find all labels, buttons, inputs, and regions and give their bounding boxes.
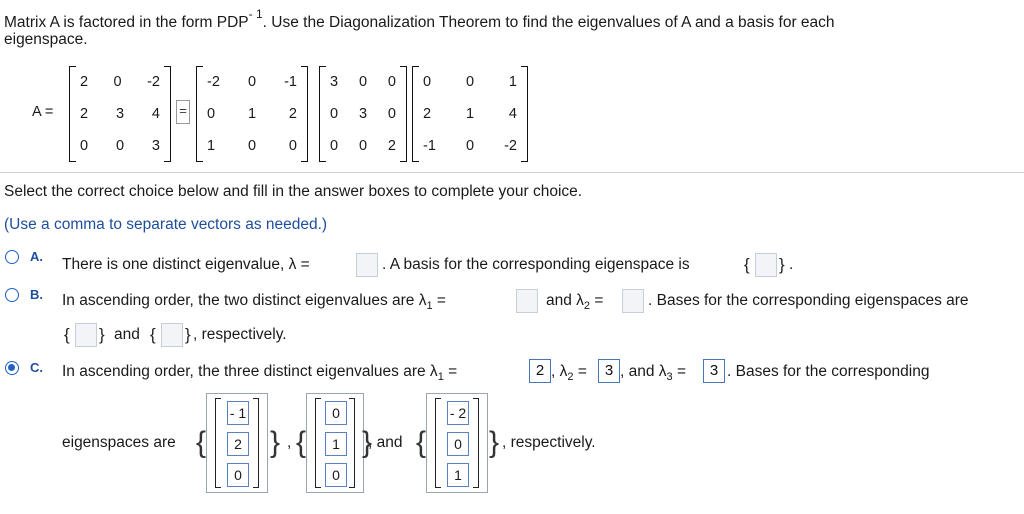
option-b-basis2-input[interactable] (161, 323, 183, 347)
matrix-p-entry: 0 (247, 74, 257, 90)
matrix-p-inverse-entry: 4 (508, 106, 517, 122)
a-label: A = (32, 104, 54, 120)
vec2-right-brace: } (362, 426, 373, 459)
vec1-entry-2[interactable]: 2 (227, 432, 249, 456)
matrix-a-entry: 3 (151, 138, 160, 154)
question-line-1: Matrix A is factored in the form $PDP^{- 1}$. Use the Diagonalization Theorem to find the eigenvalues of A and a basis for each (4, 7, 835, 32)
instruction-select: Select the correct choice below and fill in the answer boxes to complete your choice. (4, 183, 583, 200)
matrix-a-entry: 4 (151, 106, 160, 122)
vec3-entry-2[interactable]: 0 (447, 432, 469, 456)
option-a-eigenvalue-input[interactable] (356, 253, 378, 277)
matrix-p-row-3 (207, 130, 297, 162)
option-c-text-4: . Bases for the corresponding (727, 363, 930, 380)
matrix-d-row-1 (330, 66, 396, 98)
option-c-text-3: , and $\lambda_3$ = (620, 363, 687, 384)
matrix-p-inverse-entry: 0 (465, 74, 475, 90)
matrix-p-inverse-entry: 2 (423, 106, 432, 122)
matrix-d-entry: 0 (330, 106, 339, 122)
vec3-entry-3[interactable]: 1 (447, 463, 469, 487)
option-a-right-brace: } (779, 255, 785, 274)
matrix-a-entry: 2 (80, 74, 89, 90)
question-line-2: eigenspace. (4, 31, 88, 48)
matrix-d-entry: 3 (330, 74, 339, 90)
matrix-d-row-3 (330, 130, 396, 162)
matrix-a-entry: -2 (147, 74, 160, 90)
option-c-lambda2-input[interactable]: 3 (598, 359, 620, 383)
vec-and: , and (368, 434, 403, 451)
matrix-a-row-2 (80, 98, 160, 130)
superscript-inverse: - 1 (248, 7, 263, 21)
vec1-entry-3[interactable]: 0 (227, 463, 249, 487)
matrix-p-row-2 (207, 98, 297, 130)
matrix-a-entry: 3 (115, 106, 125, 122)
option-b-end: , respectively. (193, 326, 287, 343)
option-b-text-1: In ascending order, the two distinct eigenvalues are $\lambda_1$ = (62, 292, 446, 313)
option-a-left-brace: { (744, 255, 750, 274)
option-c-basis-vector-2 (306, 393, 364, 493)
matrix-p-entry: -2 (207, 74, 220, 90)
option-b-right-brace-2: } (185, 325, 191, 344)
instruction-hint: (Use a comma to separate vectors as needed.) (4, 216, 328, 233)
option-b-text-3: . Bases for the corresponding eigenspaces are (648, 292, 969, 309)
vec1-left-brace: { (196, 426, 207, 459)
radio-option-b[interactable] (5, 288, 19, 302)
matrix-d-entry: 0 (387, 106, 396, 122)
option-b-and: and (114, 326, 140, 343)
option-a-end: . (789, 256, 794, 273)
option-c-text-2: , $\lambda_2$ = (551, 363, 587, 384)
option-c-lambda1-input[interactable]: 2 (529, 359, 551, 383)
matrix-d-entry: 3 (358, 106, 368, 122)
option-b-lambda2-input[interactable] (622, 289, 644, 313)
separator (0, 172, 1024, 173)
matrix-a (69, 66, 171, 162)
vec1-right-brace: } (270, 426, 281, 459)
option-b-letter: B. (30, 287, 43, 302)
matrix-p-inverse (412, 66, 528, 162)
matrix-p-inverse-entry: -2 (504, 138, 517, 154)
matrix-p-inverse-entry: 1 (508, 74, 517, 90)
option-c-letter: C. (30, 360, 43, 375)
matrix-d-entry: 0 (387, 74, 396, 90)
matrix-a-entry: 0 (115, 138, 125, 154)
option-b-lambda1-input[interactable] (516, 289, 538, 313)
option-c-end: , respectively. (502, 434, 596, 451)
option-a-basis-input[interactable] (755, 253, 777, 277)
matrix-p-inverse-row-1 (423, 66, 517, 98)
vec3-right-brace: } (489, 426, 500, 459)
vec2-entry-2[interactable]: 1 (325, 432, 347, 456)
matrix-p-inverse-entry: 0 (423, 74, 432, 90)
vec3-entry-1[interactable]: - 2 (447, 401, 469, 425)
option-c-text-1: In ascending order, the three distinct eigenvalues are $\lambda_1$ = (62, 363, 458, 384)
option-b-text-2: and $\lambda_2$ = (546, 292, 604, 313)
matrix-p-inverse-entry: 0 (465, 138, 475, 154)
vec3-left-brace: { (416, 426, 427, 459)
matrix-a-entry: 0 (80, 138, 89, 154)
option-b-left-brace-1: { (64, 325, 70, 344)
matrix-p-inverse-entry: -1 (423, 138, 436, 154)
matrix-d (319, 66, 407, 162)
option-c-basis-vector-3 (426, 393, 488, 493)
matrix-d-entry: 0 (330, 138, 339, 154)
matrix-p-entry: -1 (284, 74, 297, 90)
option-c-lambda3-input[interactable]: 3 (703, 359, 725, 383)
matrix-p-inverse-row-3 (423, 130, 517, 162)
option-a-letter: A. (30, 249, 43, 264)
option-b-basis1-input[interactable] (75, 323, 97, 347)
matrix-p-row-1 (207, 66, 297, 98)
matrix-p-inverse-row-2 (423, 98, 517, 130)
matrix-p-entry: 1 (207, 138, 216, 154)
matrix-p-entry: 0 (207, 106, 216, 122)
vec2-entry-1[interactable]: 0 (325, 401, 347, 425)
matrix-a-row-1 (80, 66, 160, 98)
radio-option-c[interactable] (5, 361, 19, 375)
matrix-d-entry: 0 (358, 138, 368, 154)
matrix-d-entry: 0 (358, 74, 368, 90)
matrix-p-entry: 0 (247, 138, 257, 154)
vec2-left-brace: { (296, 426, 307, 459)
equals-sign: = (176, 100, 190, 124)
matrix-p-inverse-entry: 1 (465, 106, 475, 122)
option-a-text-1: There is one distinct eigenvalue, λ = (62, 256, 310, 273)
option-b-right-brace-1: } (99, 325, 105, 344)
matrix-a-entry: 2 (80, 106, 89, 122)
option-c-basis-vector-1 (206, 393, 268, 493)
option-b-left-brace-2: { (150, 325, 156, 344)
matrix-a-row-3 (80, 130, 160, 162)
vec2-entry-3[interactable]: 0 (325, 463, 347, 487)
matrix-p-entry: 2 (288, 106, 297, 122)
option-c-eigenspaces-label: eigenspaces are (62, 434, 176, 451)
matrix-p-entry: 1 (247, 106, 257, 122)
option-a-text-2: . A basis for the corresponding eigenspace is (382, 256, 690, 273)
matrix-a-entry: 0 (113, 74, 122, 90)
radio-option-a[interactable] (5, 250, 19, 264)
matrix-p (196, 66, 308, 162)
matrix-p-entry: 0 (288, 138, 297, 154)
vec1-entry-1[interactable]: - 1 (227, 401, 249, 425)
matrix-d-row-2 (330, 98, 396, 130)
matrix-d-entry: 2 (387, 138, 396, 154)
vec-comma-1: , (287, 434, 292, 451)
